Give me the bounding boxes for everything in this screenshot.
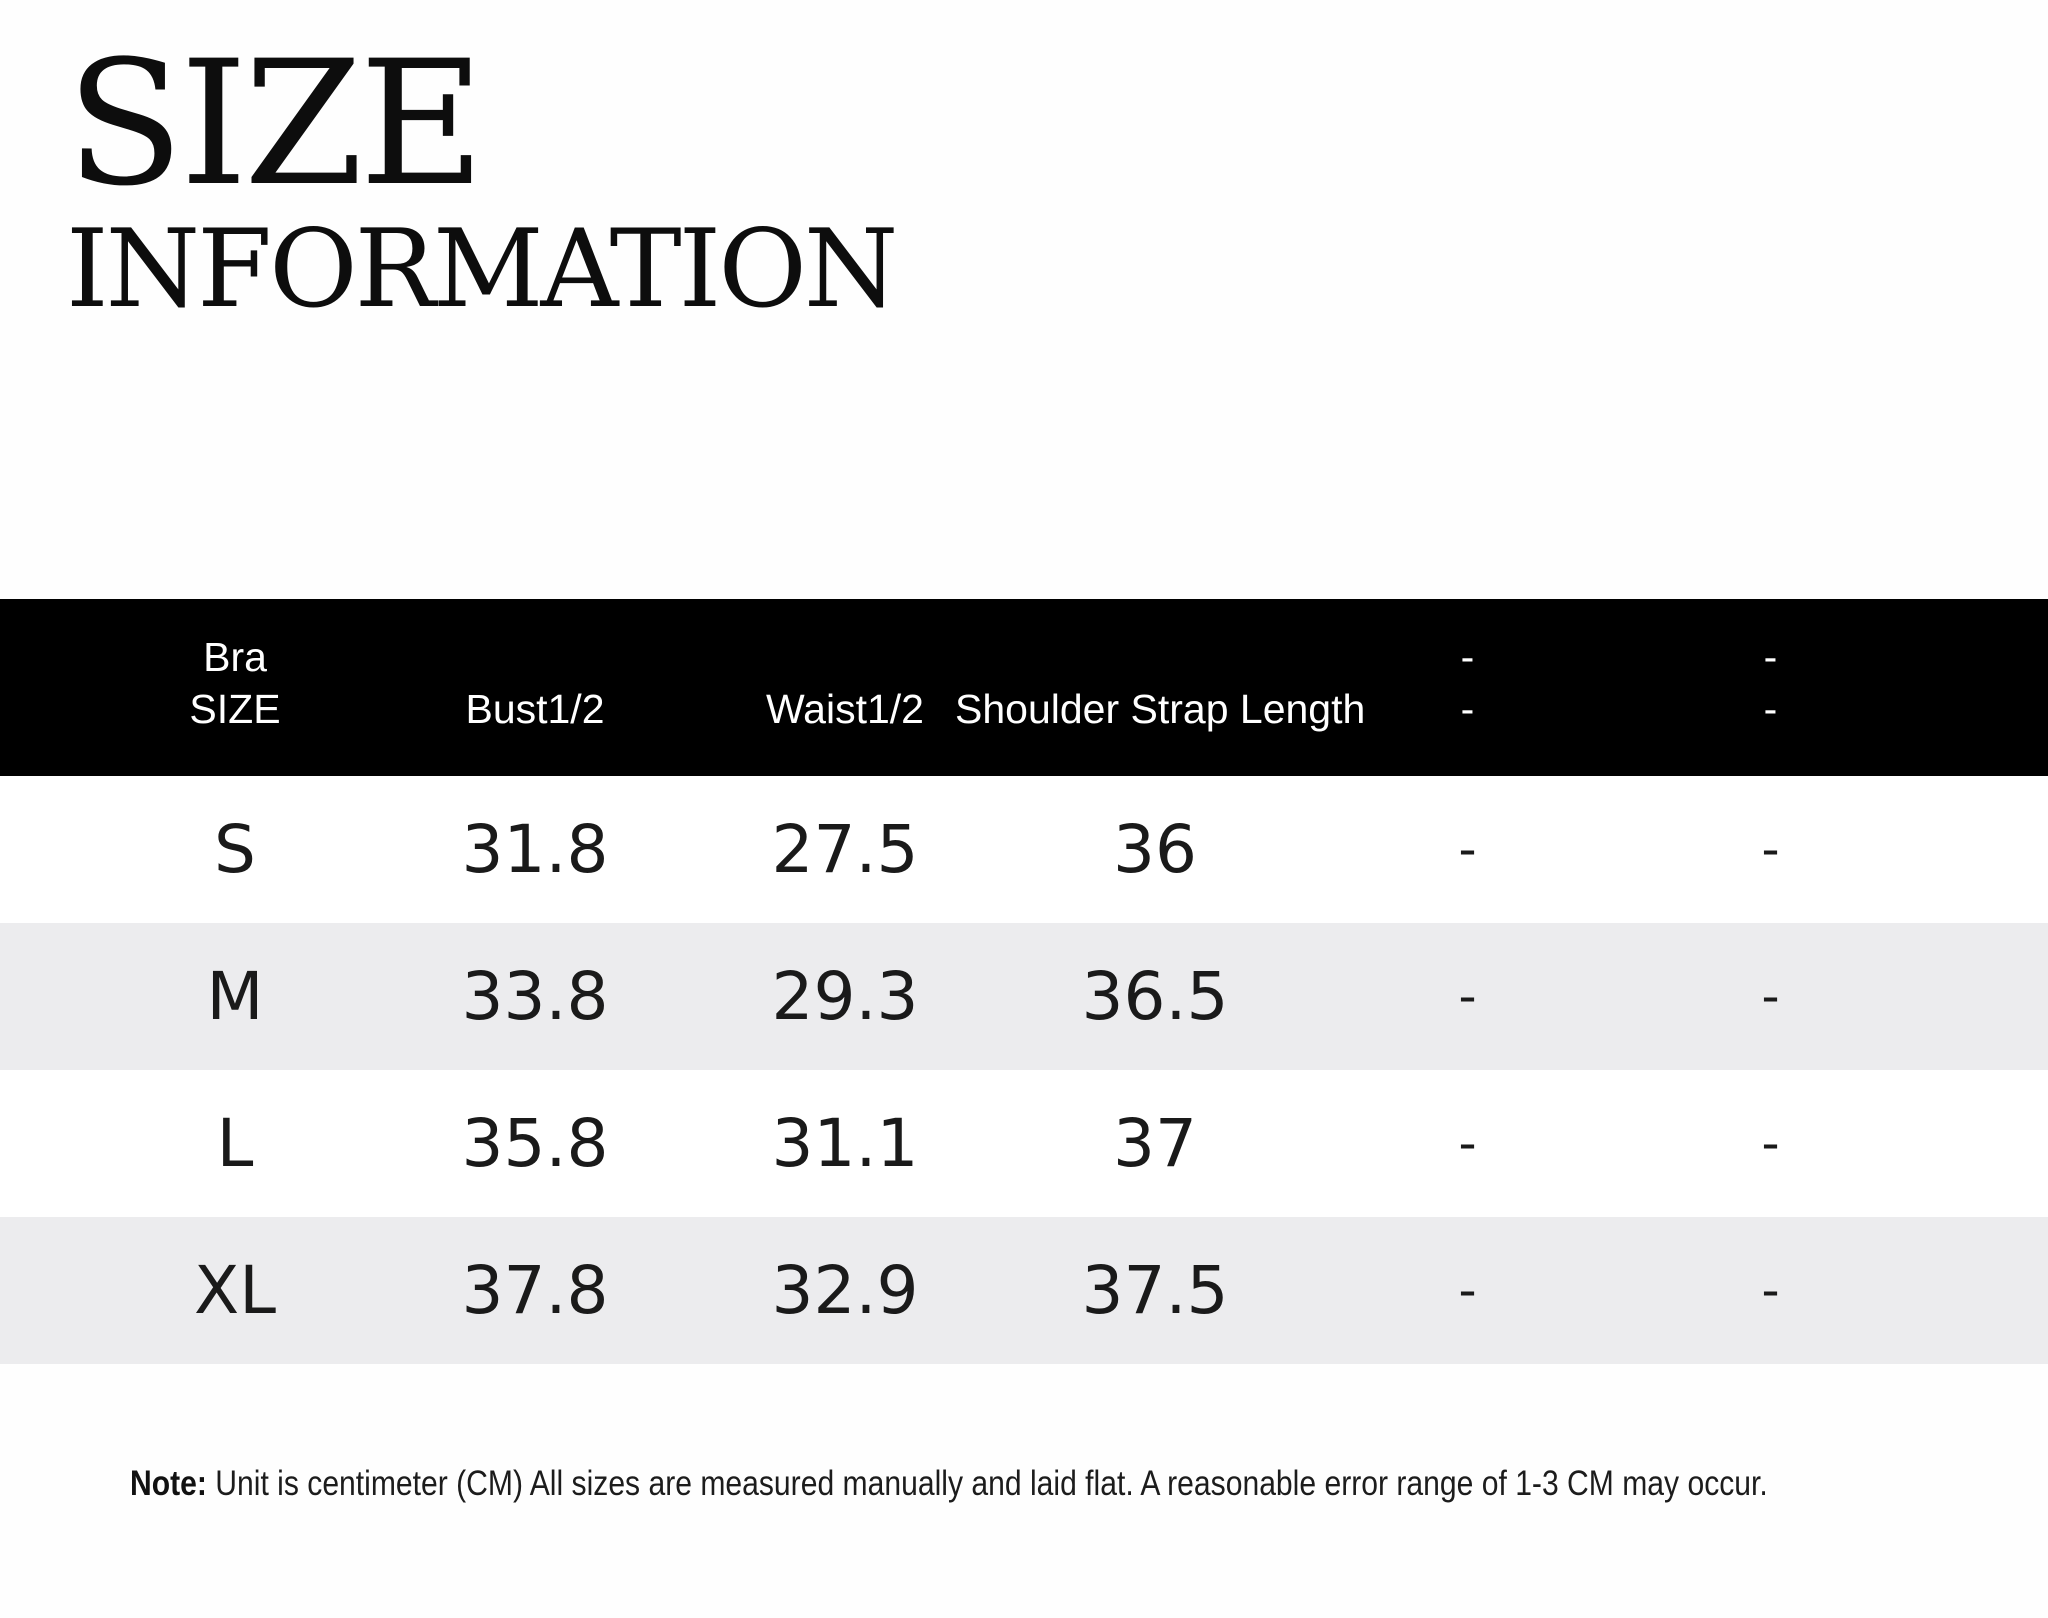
cell-waist: 32.9 bbox=[771, 1252, 919, 1329]
header-empty-column-6 bbox=[1703, 631, 1838, 735]
cell-size: L bbox=[216, 1105, 254, 1182]
header-bra-size-line1: Bra bbox=[203, 634, 267, 680]
cell-waist: 27.5 bbox=[771, 811, 919, 888]
cell-bust: 31.8 bbox=[461, 811, 609, 888]
cell-size: XL bbox=[194, 1252, 276, 1329]
table-row-xl bbox=[0, 1217, 2048, 1364]
cell-col5: - bbox=[1458, 967, 1477, 1025]
cell-bust: 35.8 bbox=[461, 1105, 609, 1182]
table-row-m bbox=[0, 923, 2048, 1070]
header-bra-size-line2: SIZE bbox=[189, 686, 281, 732]
cell-col6: - bbox=[1761, 1261, 1780, 1319]
cell-col6: - bbox=[1761, 820, 1780, 878]
cell-bust: 37.8 bbox=[461, 1252, 609, 1329]
cell-shoulder-strap-length: 37.5 bbox=[1081, 1252, 1229, 1329]
cell-shoulder-strap-length: 36.5 bbox=[1081, 958, 1229, 1035]
cell-bust: 33.8 bbox=[461, 958, 609, 1035]
cell-col5: - bbox=[1458, 1114, 1477, 1172]
header-bra-size bbox=[135, 631, 335, 735]
cell-shoulder-strap-length: 36 bbox=[1113, 811, 1197, 888]
note-label: Note: bbox=[130, 1464, 207, 1503]
header-waist bbox=[745, 683, 945, 735]
header-col5-line2: - bbox=[1460, 686, 1475, 732]
header-waist-label: Waist1/2 bbox=[766, 686, 924, 732]
cell-size: M bbox=[206, 958, 264, 1035]
table-header-row bbox=[0, 599, 2048, 776]
header-col6-line1: - bbox=[1763, 634, 1778, 680]
cell-col6: - bbox=[1761, 1114, 1780, 1172]
cell-size: S bbox=[214, 811, 256, 888]
header-bust bbox=[435, 683, 635, 735]
cell-col5: - bbox=[1458, 820, 1477, 878]
header-shoulder-strap-length-label: Shoulder Strap Length bbox=[955, 686, 1366, 732]
cell-col6: - bbox=[1761, 967, 1780, 1025]
header-empty-column-5 bbox=[1400, 631, 1535, 735]
measurement-note bbox=[130, 1464, 1768, 1504]
cell-col5: - bbox=[1458, 1261, 1477, 1319]
header-col6-line2: - bbox=[1763, 686, 1778, 732]
page-subtitle: INFORMATION bbox=[66, 207, 896, 332]
header-bust-label: Bust1/2 bbox=[465, 686, 605, 732]
cell-waist: 31.1 bbox=[771, 1105, 919, 1182]
size-table bbox=[0, 599, 2048, 1364]
cell-waist: 29.3 bbox=[771, 958, 919, 1035]
table-row-l bbox=[0, 1070, 2048, 1217]
page-title: SIZE bbox=[66, 23, 481, 224]
note-text: Unit is centimeter (CM) All sizes are measured manually and laid flat. A reasonable error range of 1-3 CM may occur. bbox=[206, 1464, 1768, 1503]
header-col5-line1: - bbox=[1460, 634, 1475, 680]
table-row-s bbox=[0, 776, 2048, 923]
cell-shoulder-strap-length: 37 bbox=[1113, 1105, 1197, 1182]
header-shoulder-strap-length bbox=[955, 683, 1365, 735]
